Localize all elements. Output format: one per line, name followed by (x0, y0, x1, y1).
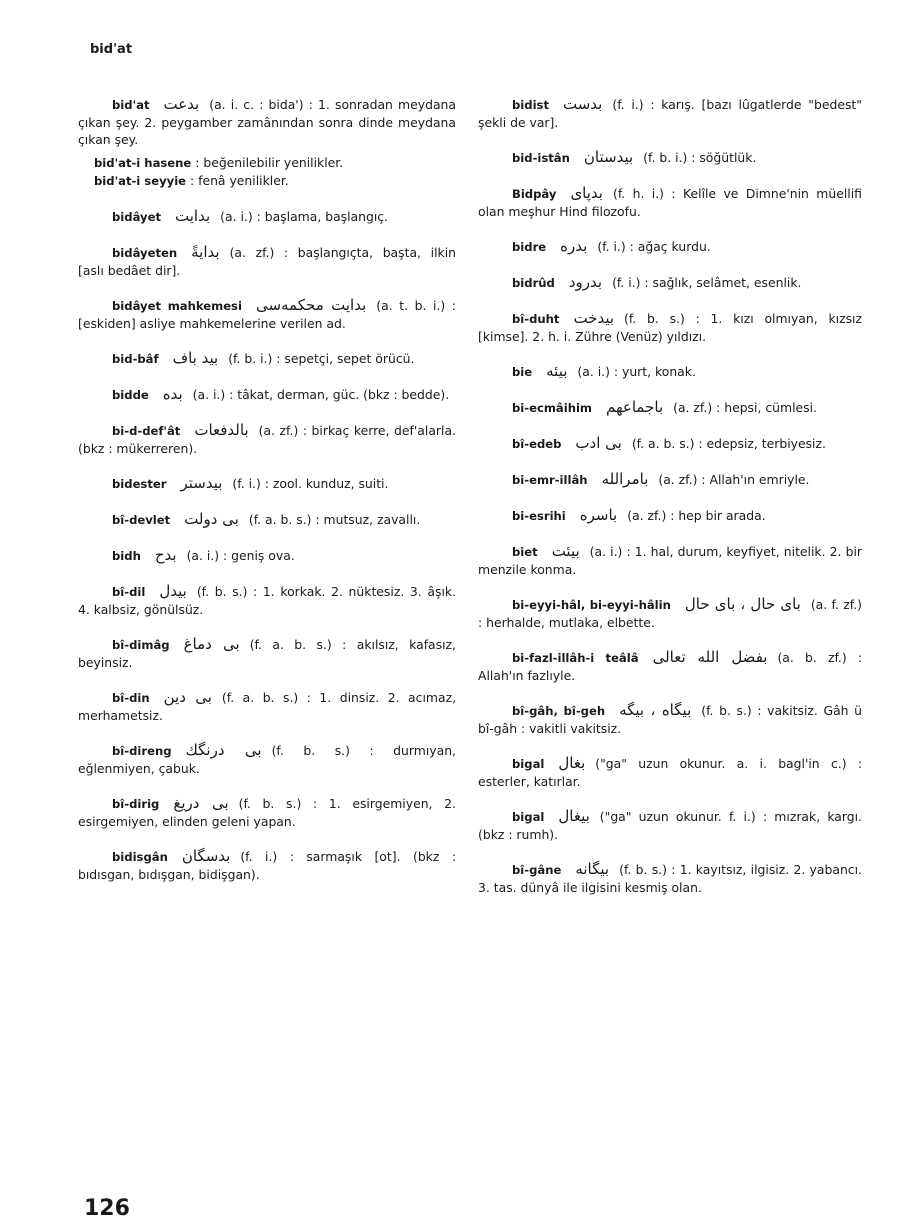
sub-entry (94, 172, 456, 190)
entry-definition: (a. t. b. i.) : [eskiden] asliye mahkemelerine verilen ad. (78, 298, 456, 331)
entry-definition: (f. b. s.) : 1. korkak. 2. nüktesiz. 3. âşık. 4. kalbsiz, gönülsüz. (78, 584, 456, 617)
entry-definition: (f. i.) : sarmaşık [ot]. (bkz : bıdısgan, bıdışgan, bidişgan). (78, 849, 456, 882)
dictionary-entry (78, 511, 456, 529)
entry-headword: bî-duht (512, 312, 560, 326)
dictionary-entry (478, 543, 862, 578)
entry-definition: (a. zf.) : hepsi, cümlesi. (673, 400, 817, 415)
entry-definition: ("ga" uzun okunur. a. i. bagl'in c.) : esterler, katırlar. (478, 756, 862, 789)
right-column (478, 96, 862, 914)
entry-headword: bî-din (112, 691, 150, 705)
entry-definition: (a. i.) : başlama, başlangıç. (220, 209, 389, 224)
left-column (78, 96, 456, 901)
dictionary-entry (478, 399, 862, 417)
sub-entry-headword: bid'at-i seyyie (94, 174, 187, 188)
entry-arabic-script: بى درنگك (185, 741, 262, 759)
dictionary-entry (478, 363, 862, 381)
entry-headword: bidist (512, 98, 549, 112)
entry-definition: (f. b. s.) : durmıyan, eğlenmiyen, çabuk. (78, 743, 456, 776)
entry-headword: Bidpây (512, 187, 557, 201)
dictionary-entry (78, 386, 456, 404)
entry-headword: bidâyet mahkemesi (112, 299, 242, 313)
dictionary-entry (478, 435, 862, 453)
entry-definition: (a. zf.) : başlangıçta, başta, ilkin [aslı bedâet dir]. (78, 245, 456, 278)
dictionary-entry (78, 636, 456, 671)
entry-headword: bi-ecmâihim (512, 401, 593, 415)
entry-definition: (a. zf.) : Allah'ın emriyle. (658, 472, 810, 487)
dictionary-entry (78, 297, 456, 332)
entry-definition: (a. b. zf.) : Allah'ın fazlıyle. (478, 650, 863, 683)
sub-entry (94, 154, 456, 172)
entry-headword: bî-gâne (512, 863, 562, 877)
entry-arabic-script: بيغال (558, 807, 590, 825)
dictionary-entry (478, 861, 862, 896)
running-header: bid'at (90, 42, 133, 57)
dictionary-entry (78, 742, 456, 777)
entry-arabic-script: بى دين (163, 688, 212, 706)
entry-headword: bid-istân (512, 151, 570, 165)
entry-headword: bidh (112, 549, 141, 563)
entry-definition: (f. b. s.) : 1. esirgemiyen, 2. esirgemiyen, elinden geleni yapan. (78, 796, 456, 829)
dictionary-entry (478, 149, 862, 167)
dictionary-entry (78, 244, 456, 279)
entry-headword: bidrûd (512, 276, 555, 290)
entry-arabic-script: بدح (154, 546, 177, 564)
sub-entries (78, 154, 456, 190)
entry-headword: bî-gâh, bî-geh (512, 704, 606, 718)
entry-arabic-script: بدست (563, 95, 603, 113)
entry-definition: (f. b. i.) : söğütlük. (643, 150, 757, 165)
entry-headword: bî-devlet (112, 513, 171, 527)
dictionary-entry (78, 208, 456, 226)
entry-headword: bî-dimâg (112, 638, 170, 652)
dictionary-entry (78, 583, 456, 618)
entry-definition: ("ga" uzun okunur. f. i.) : mızrak, kargı. (bkz : rumh). (478, 809, 862, 842)
dictionary-entry (78, 848, 456, 883)
entry-headword: biet (512, 545, 538, 559)
entry-headword: bi-eyyi-hâl, bi-eyyi-hâlin (512, 598, 671, 612)
dictionary-entry (478, 702, 862, 737)
entry-definition: (a. i.) : yurt, konak. (577, 364, 696, 379)
entry-headword: bî-edeb (512, 437, 562, 451)
sub-entry-definition: : fenâ yenilikler. (186, 173, 289, 188)
dictionary-entry (478, 596, 862, 631)
entry-definition: (f. a. b. s.) : akılsız, kafasız, beyinsiz. (78, 637, 456, 670)
dictionary-entry (478, 507, 862, 525)
entry-arabic-script: باى حال ، باى حال (684, 595, 801, 613)
dictionary-entry (478, 755, 862, 790)
entry-headword: bi-emr-illâh (512, 473, 588, 487)
entry-headword: bî-dil (112, 585, 146, 599)
entry-arabic-script: بالدفعات (194, 421, 249, 439)
entry-arabic-script: بدايت محكمه‌سى (255, 296, 367, 314)
entry-arabic-script: بيگاه ، بيگه (619, 701, 692, 719)
entry-arabic-script: باسره (579, 506, 618, 524)
entry-arabic-script: بيدستر (180, 474, 223, 492)
entry-headword: bigal (512, 757, 545, 771)
entry-arabic-script: بيئت (551, 542, 580, 560)
entry-headword: bie (512, 365, 533, 379)
entry-definition: (a. zf.) : birkaç kerre, def'alarla. (bkz : mükerreren). (78, 423, 456, 456)
entry-headword: bidde (112, 388, 149, 402)
entry-arabic-script: بى دماغ (183, 635, 240, 653)
entry-arabic-script: بدپاى (570, 184, 603, 202)
dictionary-entry (478, 238, 862, 256)
entry-arabic-script: بيدل (159, 582, 187, 600)
dictionary-entry (78, 689, 456, 724)
dictionary-entry (78, 350, 456, 368)
entry-headword: bid'at (112, 98, 150, 112)
entry-arabic-script: بيگانه (575, 860, 610, 878)
entry-definition: (f. i.) : zool. kunduz, suiti. (232, 476, 389, 491)
entry-headword: bidisgân (112, 850, 168, 864)
entry-arabic-script: بغال (558, 754, 586, 772)
entry-arabic-script: بى دولت (184, 510, 239, 528)
entry-arabic-script: بى ادب (575, 434, 622, 452)
entry-headword: bidâyet (112, 210, 162, 224)
dictionary-entry (478, 185, 862, 220)
entry-definition: (f. b. s.) : 1. kayıtsız, ilgisiz. 2. yabancı. 3. tas. dünyâ ile ilgisini kesmiş olan. (478, 862, 862, 895)
entry-definition: (f. h. i.) : Kelîle ve Dimne'nin müellifi olan meşhur Hind filozofu. (478, 186, 862, 219)
entry-arabic-script: بيدخت (573, 309, 615, 327)
entry-headword: bi-esrihi (512, 509, 566, 523)
entry-definition: (f. b. s.) : 1. kızı olmıyan, kızsız [kimse]. 2. h. i. Zühre (Venüz) yıldızı. (478, 311, 862, 344)
entry-headword: bidester (112, 477, 167, 491)
entry-definition: (f. b. s.) : vakitsiz. Gâh ü bî-gâh : vakitli vakitsiz. (478, 703, 862, 736)
entry-arabic-script: بده (162, 385, 183, 403)
entry-definition: (f. a. b. s.) : 1. dinsiz. 2. acımaz, merhametsiz. (78, 690, 457, 723)
entry-arabic-script: بيدستان (583, 148, 634, 166)
entry-definition: (a. i.) : tâkat, derman, güc. (bkz : bedde). (192, 387, 450, 402)
page-number: 126 (84, 1196, 130, 1221)
entry-arabic-script: بدسگان (181, 847, 231, 865)
entry-definition: (f. i.) : sağlık, selâmet, esenlik. (612, 275, 802, 290)
entry-arabic-script: بى دريغ (173, 794, 229, 812)
entry-definition: (f. a. b. s.) : edepsiz, terbiyesiz. (631, 436, 826, 451)
entry-definition: (a. i.) : geniş ova. (186, 548, 295, 563)
entry-headword: bidre (512, 240, 547, 254)
entry-definition: (a. i.) : 1. hal, durum, keyfiyet, nitelik. 2. bir menzile konma. (478, 544, 862, 577)
entry-headword: bidâyeten (112, 246, 178, 260)
entry-arabic-script: بامرالله (601, 470, 649, 488)
entry-arabic-script: بفضل الله تعالى (652, 648, 768, 666)
dictionary-entry (78, 795, 456, 830)
entry-definition: (f. b. i.) : sepetçi, sepet örücü. (228, 351, 415, 366)
entry-headword: bî-direng (112, 744, 172, 758)
entry-definition: (a. i. c. : bida') : 1. sonradan meydana çıkan şey. 2. peygamber zamânından sonra dinde meydana çıkan şey. (78, 97, 456, 147)
sub-entry-definition: : beğenilebilir yenilikler. (191, 155, 344, 170)
entry-arabic-script: بيد باف (172, 349, 219, 367)
dictionary-entry (478, 310, 862, 345)
entry-definition: (a. zf.) : hep bir arada. (627, 508, 766, 523)
dictionary-entry (478, 471, 862, 489)
dictionary-entry (78, 547, 456, 565)
dictionary-entry (478, 274, 862, 292)
entry-headword: bi-fazl-illâh-i teâlâ (512, 651, 639, 665)
dictionary-entry (78, 422, 456, 457)
sub-entry-headword: bid'at-i hasene (94, 156, 192, 170)
entry-headword: bigal (512, 810, 545, 824)
entry-headword: bid-bâf (112, 352, 159, 366)
dictionary-entry (78, 96, 456, 148)
entry-headword: bî-dirig (112, 797, 160, 811)
entry-arabic-script: بدايت (175, 207, 211, 225)
entry-headword: bi-d-def'ât (112, 424, 181, 438)
entry-arabic-script: بدايةً (191, 243, 220, 261)
dictionary-entry (78, 475, 456, 493)
entry-arabic-script: بدره (560, 237, 588, 255)
entry-definition: (f. a. b. s.) : mutsuz, zavallı. (248, 512, 421, 527)
dictionary-entry (478, 649, 862, 684)
entry-arabic-script: باجماعهم (606, 398, 664, 416)
entry-definition: (f. i.) : ağaç kurdu. (597, 239, 711, 254)
entry-arabic-script: بدرود (568, 273, 603, 291)
entry-arabic-script: بيئه (546, 362, 568, 380)
entry-arabic-script: بدعت (163, 95, 200, 113)
dictionary-entry (478, 96, 862, 131)
dictionary-entry (478, 808, 862, 843)
entry-definition: (f. i.) : karış. [bazı lûgatlerde "bedest" şekli de var]. (478, 97, 862, 130)
entry-definition: (a. f. zf.) : herhalde, mutlaka, elbette. (478, 597, 862, 630)
